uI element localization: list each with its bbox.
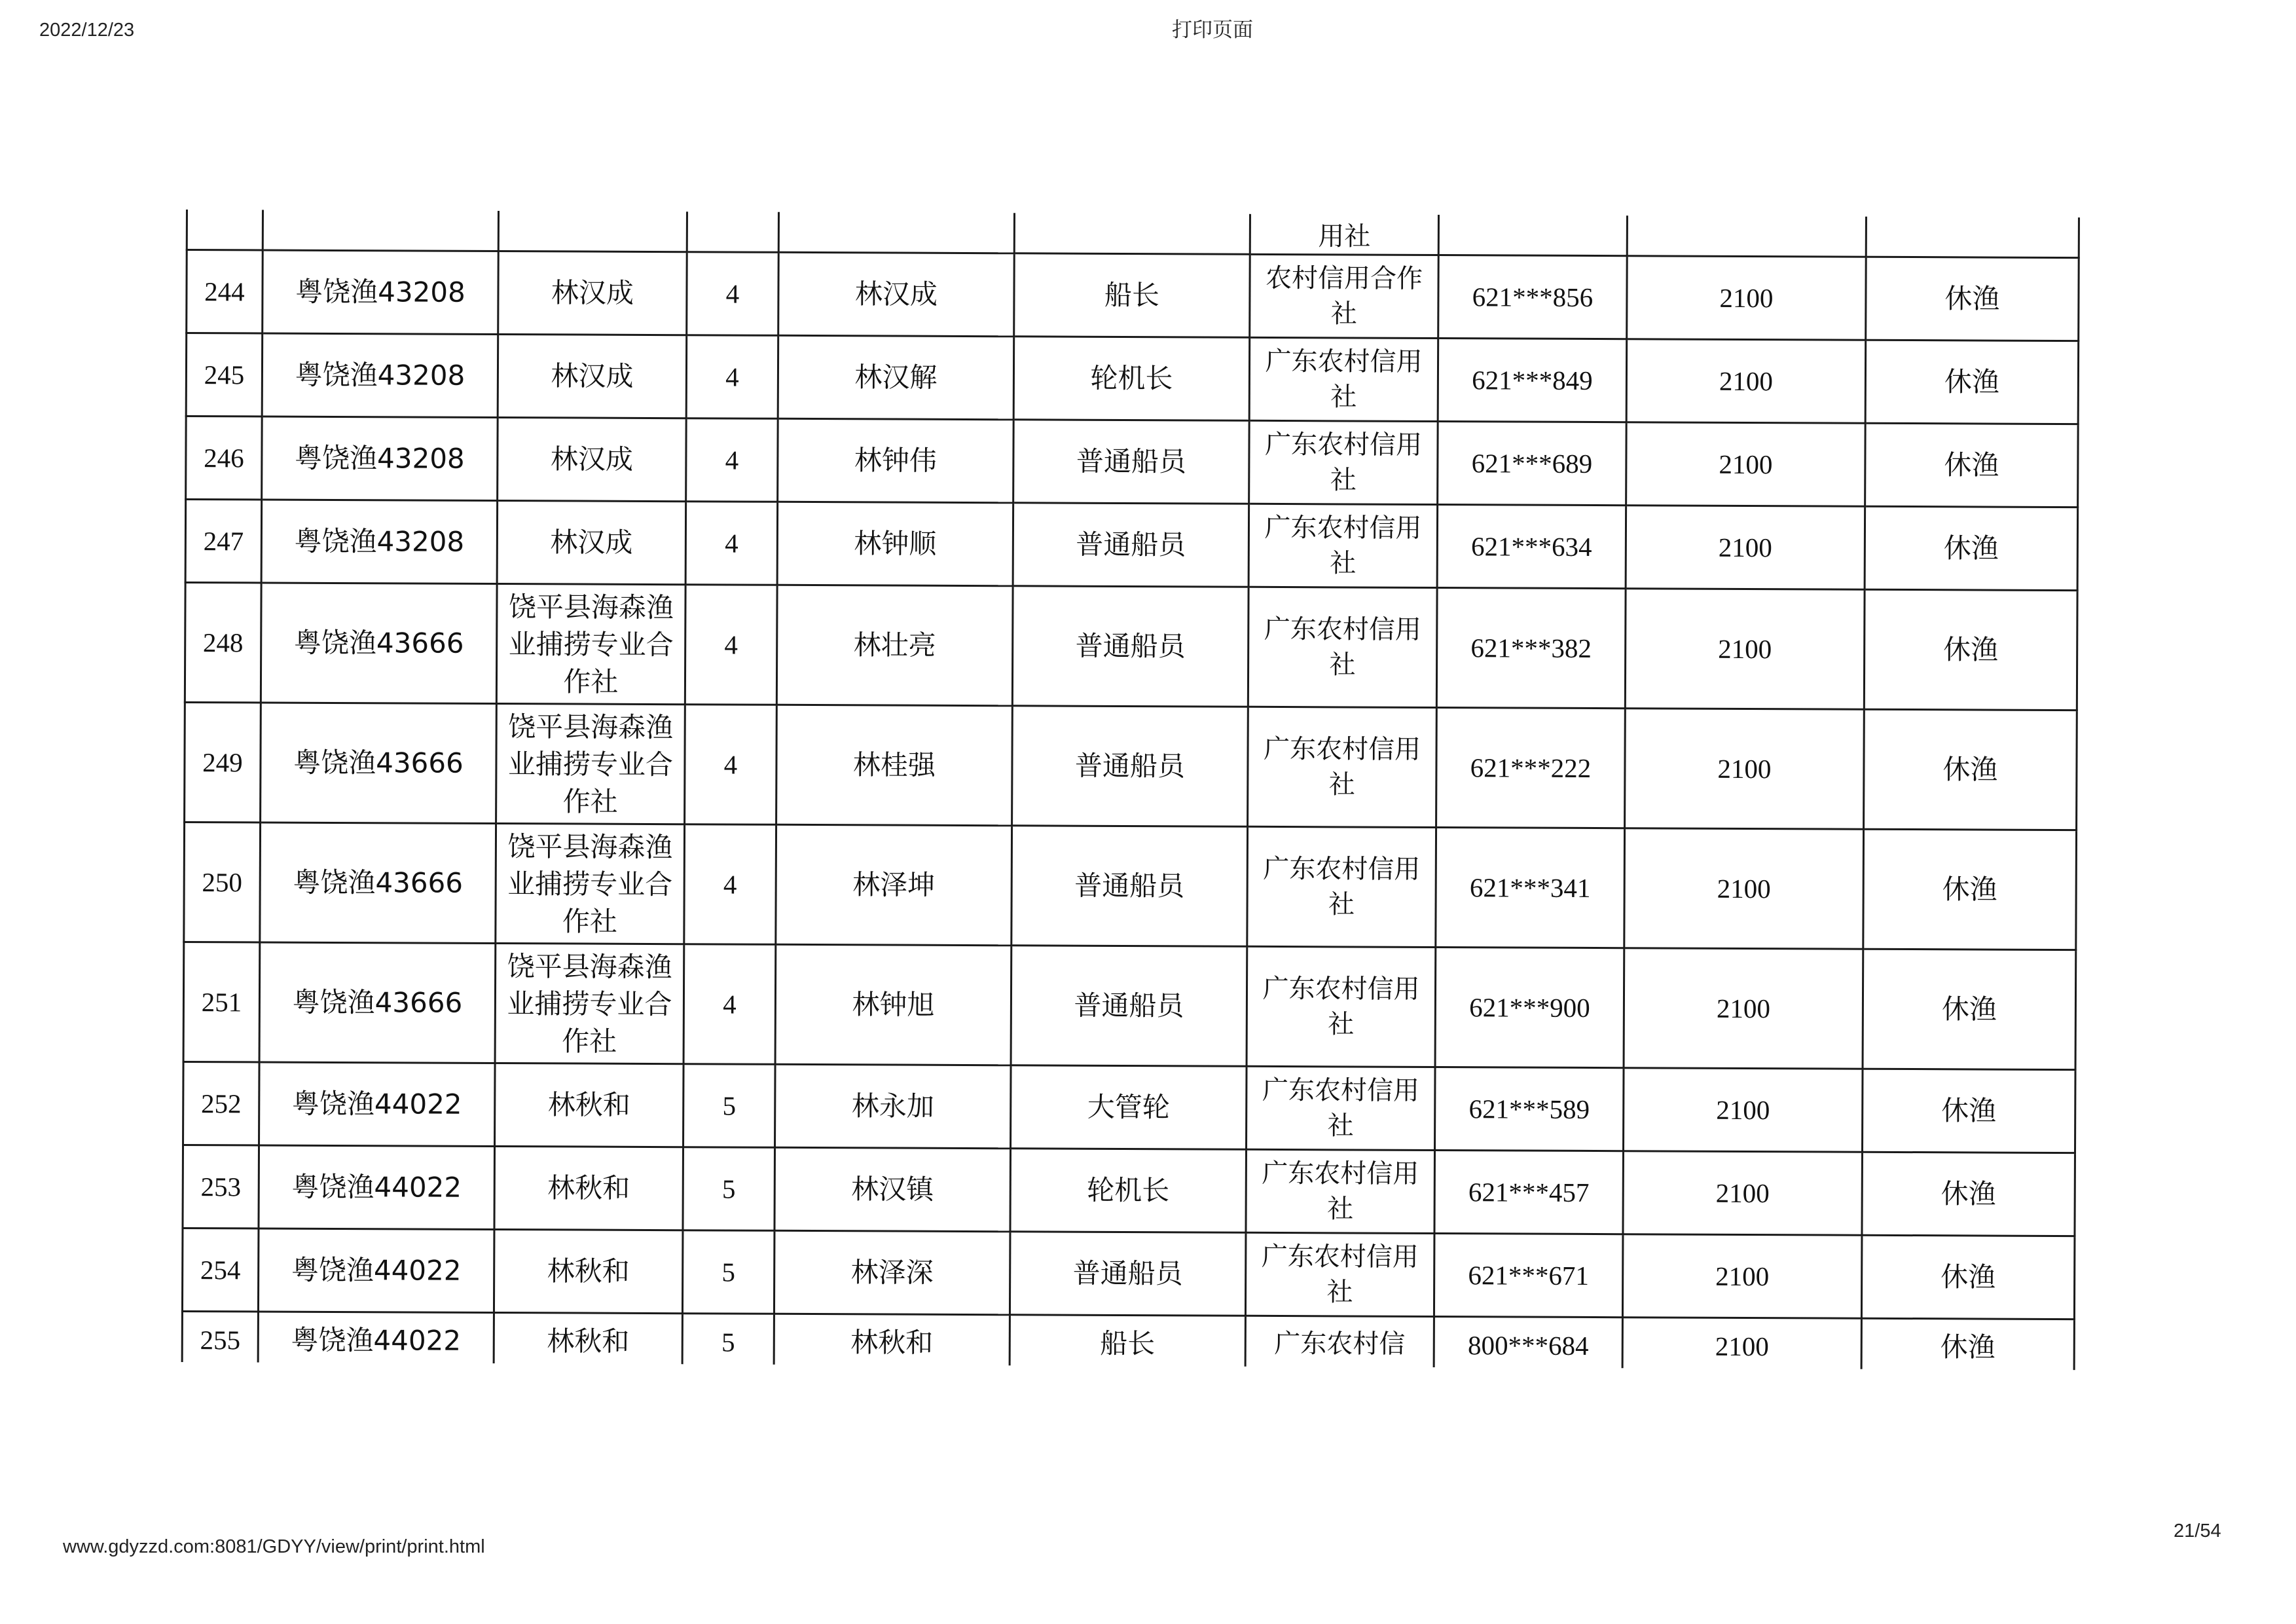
cell-role: 轮机长 — [1010, 1149, 1247, 1233]
cell-amount: 2100 — [1624, 828, 1864, 950]
cell-bank: 广东农村信用社 — [1246, 1149, 1435, 1233]
cell-role — [1014, 213, 1250, 254]
table-row — [186, 333, 2079, 424]
cell-amount: 2100 — [1626, 422, 1866, 507]
table-row — [183, 1061, 2076, 1153]
cell-name: 林泽坤 — [776, 824, 1012, 946]
cell-owner: 林秋和 — [494, 1146, 683, 1230]
cell-bank: 广东农村信用社 — [1249, 337, 1438, 421]
cell-account: 621***856 — [1438, 255, 1628, 339]
cell-no: 249 — [185, 702, 261, 822]
cell-type: 休渔 — [1866, 257, 2079, 341]
cell-name: 林钟顺 — [777, 502, 1013, 586]
cell-bank: 广东农村信用社 — [1248, 504, 1438, 587]
table-row — [185, 583, 2077, 710]
cell-type: 休渔 — [1862, 1152, 2075, 1236]
subsidy-table-container — [181, 210, 2078, 1370]
cell-type: 休渔 — [1862, 1069, 2075, 1153]
cell-bank: 广东农村信 — [1245, 1316, 1434, 1367]
cell-vessel: 粤饶渔43208 — [262, 333, 498, 418]
cell-account: 621***222 — [1436, 708, 1626, 828]
cell-amount — [1627, 215, 1866, 257]
cell-count: 4 — [686, 335, 778, 419]
cell-owner: 林汉成 — [498, 417, 687, 501]
cell-vessel: 粤饶渔43208 — [262, 416, 498, 501]
cell-no: 245 — [186, 333, 263, 416]
cell-bank: 广东农村信用社 — [1247, 946, 1436, 1067]
table-row — [187, 250, 2079, 341]
cell-name: 林秋和 — [774, 1314, 1010, 1365]
cell-type: 休渔 — [1863, 829, 2077, 950]
cell-amount: 2100 — [1625, 709, 1865, 830]
cell-vessel — [263, 210, 498, 251]
cell-role: 船长 — [1010, 1315, 1245, 1367]
cell-account: 621***671 — [1434, 1234, 1623, 1318]
table-row — [185, 500, 2078, 591]
cell-role: 普通船员 — [1013, 420, 1250, 504]
cell-account: 621***689 — [1438, 422, 1627, 506]
cell-bank: 广东农村信用社 — [1249, 420, 1438, 504]
cell-name: 林桂强 — [776, 705, 1013, 826]
cell-vessel: 粤饶渔44022 — [259, 1145, 495, 1230]
cell-count: 4 — [687, 252, 779, 336]
cell-account: 800***684 — [1434, 1317, 1622, 1369]
cell-count: 5 — [683, 1064, 776, 1148]
table-row — [186, 416, 2079, 507]
cell-account: 621***457 — [1434, 1151, 1624, 1234]
cell-name: 林钟伟 — [778, 418, 1014, 503]
cell-amount: 2100 — [1624, 948, 1863, 1069]
cell-count: 4 — [685, 705, 777, 825]
cell-amount: 2100 — [1623, 1068, 1863, 1153]
cell-account: 621***341 — [1436, 828, 1625, 948]
cell-owner: 饶平县海森渔业捕捞专业合作社 — [496, 823, 685, 944]
cell-type: 休渔 — [1864, 709, 2077, 830]
cell-count: 5 — [682, 1230, 774, 1314]
cell-amount: 2100 — [1622, 1318, 1861, 1369]
cell-no: 253 — [183, 1145, 259, 1228]
cell-vessel: 粤饶渔43666 — [261, 703, 497, 824]
cell-no: 248 — [185, 583, 261, 703]
cell-no: 254 — [182, 1228, 259, 1311]
cell-count: 5 — [683, 1147, 775, 1231]
cell-bank: 广东农村信用社 — [1248, 707, 1437, 827]
cell-no: 250 — [184, 822, 261, 942]
cell-vessel: 粤饶渔44022 — [258, 1312, 494, 1363]
cell-name: 林壮亮 — [776, 585, 1013, 706]
cell-count — [687, 212, 778, 252]
table-row — [182, 1311, 2074, 1370]
cell-name: 林汉镇 — [774, 1147, 1011, 1232]
cell-owner: 林汉成 — [498, 251, 687, 335]
cell-role: 大管轮 — [1011, 1065, 1247, 1150]
cell-vessel: 粤饶渔43208 — [263, 250, 499, 335]
cell-no — [187, 210, 263, 250]
cell-count: 4 — [685, 502, 778, 585]
cell-bank: 广东农村信用社 — [1248, 587, 1437, 707]
cell-name: 林钟旭 — [775, 944, 1011, 1065]
cell-no: 251 — [183, 942, 260, 1061]
cell-amount: 2100 — [1626, 339, 1866, 424]
cell-role: 普通船员 — [1012, 706, 1248, 827]
cell-name: 林永加 — [775, 1064, 1011, 1149]
page-number: 21/54 — [2174, 1521, 2221, 1541]
cell-name: 林汉成 — [778, 252, 1015, 337]
cell-count: 4 — [683, 944, 776, 1065]
cell-amount: 2100 — [1623, 1151, 1863, 1236]
cell-amount: 2100 — [1627, 256, 1867, 341]
cell-vessel: 粤饶渔44022 — [258, 1228, 494, 1313]
cell-account — [1438, 215, 1627, 256]
cell-vessel: 粤饶渔43666 — [261, 583, 497, 704]
cell-count: 4 — [686, 418, 778, 502]
table-body — [182, 210, 2079, 1370]
cell-owner: 林汉成 — [498, 334, 687, 418]
cell-no: 255 — [182, 1311, 258, 1362]
cell-account: 621***900 — [1435, 948, 1624, 1068]
cell-vessel: 粤饶渔43208 — [261, 500, 498, 584]
print-date: 2022/12/23 — [39, 20, 135, 41]
cell-no: 244 — [187, 250, 263, 333]
cell-amount: 2100 — [1622, 1234, 1862, 1319]
cell-owner: 林秋和 — [494, 1229, 683, 1313]
cell-no: 246 — [186, 416, 263, 500]
subsidy-table — [181, 210, 2080, 1370]
cell-owner: 饶平县海森渔业捕捞专业合作社 — [495, 943, 684, 1063]
cell-name: 林汉解 — [778, 335, 1014, 420]
print-url: www.gdyzzd.com:8081/GDYY/view/print/print.html — [63, 1536, 485, 1557]
cell-amount: 2100 — [1626, 506, 1865, 590]
cell-role: 普通船员 — [1013, 503, 1249, 587]
cell-type: 休渔 — [1864, 589, 2077, 710]
cell-owner: 林秋和 — [494, 1312, 682, 1364]
cell-count: 4 — [685, 585, 777, 705]
print-page-title: 打印页面 — [1172, 18, 1253, 41]
cell-bank: 农村信用合作社 — [1250, 254, 1439, 338]
cell-owner: 饶平县海森渔业捕捞专业合作社 — [496, 703, 685, 824]
table-row — [184, 822, 2077, 950]
cell-count: 4 — [684, 824, 776, 945]
cell-account: 621***849 — [1438, 339, 1627, 422]
cell-role: 普通船员 — [1011, 946, 1247, 1067]
cell-role: 普通船员 — [1011, 826, 1248, 947]
cell-account: 621***589 — [1434, 1067, 1624, 1151]
cell-type: 休渔 — [1861, 1235, 2075, 1319]
cell-role: 轮机长 — [1013, 337, 1250, 421]
cell-role: 普通船员 — [1012, 586, 1248, 707]
cell-bank: 用社 — [1250, 214, 1438, 255]
cell-vessel: 粤饶渔44022 — [259, 1062, 496, 1147]
cell-bank: 广东农村信用社 — [1245, 1232, 1434, 1316]
cell-amount: 2100 — [1625, 589, 1865, 710]
cell-owner: 饶平县海森渔业捕捞专业合作社 — [496, 583, 685, 704]
cell-account: 621***382 — [1436, 588, 1626, 709]
cell-bank: 广东农村信用社 — [1247, 1066, 1436, 1150]
table-row — [182, 1228, 2075, 1319]
cell-role: 普通船员 — [1010, 1232, 1246, 1316]
cell-type: 休渔 — [1865, 340, 2079, 424]
cell-type: 休渔 — [1863, 949, 2076, 1069]
cell-role: 船长 — [1014, 253, 1250, 338]
table-row — [185, 702, 2077, 830]
cell-name: 林泽深 — [774, 1230, 1010, 1315]
cell-name — [778, 212, 1014, 253]
cell-owner: 林汉成 — [497, 500, 686, 584]
cell-no: 252 — [183, 1061, 260, 1145]
cell-type: 休渔 — [1865, 506, 2078, 590]
cell-vessel: 粤饶渔43666 — [259, 942, 496, 1063]
cell-type: 休渔 — [1865, 423, 2079, 507]
cell-type — [1866, 217, 2079, 258]
cell-owner: 林秋和 — [495, 1063, 684, 1147]
table-row — [183, 942, 2076, 1069]
cell-count: 5 — [682, 1314, 774, 1365]
cell-account: 621***634 — [1437, 505, 1626, 589]
cell-vessel: 粤饶渔43666 — [260, 822, 496, 944]
cell-owner — [498, 211, 687, 252]
cell-no: 247 — [185, 500, 262, 583]
cell-bank: 广东农村信用社 — [1247, 826, 1436, 947]
cell-type: 休渔 — [1861, 1318, 2074, 1370]
table-row — [183, 1145, 2075, 1236]
